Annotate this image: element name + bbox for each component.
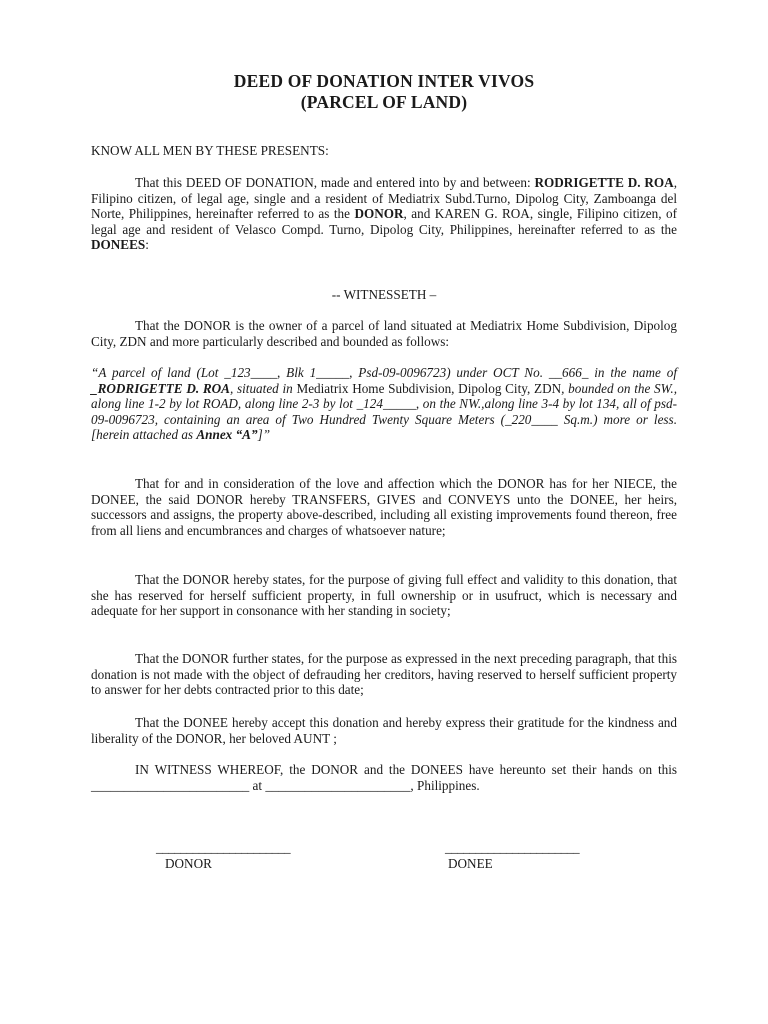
intro-text-4: : — [145, 237, 149, 253]
document-title: DEED OF DONATION INTER VIVOS — [233, 71, 535, 91]
donor-signature-label: DONOR — [165, 856, 212, 871]
witness-clause: IN WITNESS WHEREOF, the DONOR and the DONEES have hereunto set their hands on this ________________________ at ______________________, Philippines. — [91, 762, 677, 793]
description-text-4: ]” — [257, 427, 271, 443]
donor-term: DONOR — [354, 206, 404, 222]
description-text-3: , bounded on the SW., along line 1-2 by lot ROAD, along line 2-3 by lot _124_____, on the NW.,along line 3-4 by lot 134, all of psd- 09-0096723, containing an area of Two Hundred Twenty Square Meters (_220____ Sq.m.) more or less. [herein attached as — [91, 380, 677, 443]
donor-signature-line: ______________________ — [156, 840, 291, 855]
intro-text-3: , and KAREN G. ROA, single, Filipino citizen, of legal age and resident of Velasco Compd. Turno, Dipolog City, Philippines, hereinafter referred to as the — [91, 206, 677, 237]
document-subtitle: (PARCEL OF LAND) — [300, 92, 468, 112]
consideration-paragraph: That for and in consideration of the love and affection which the DONOR has for her NIECE, the DONEE, the said DONOR hereby TRANSFERS, GIVES and CONVEYS unto the DONEE, her heirs, successors and assigns, the property above-described, including all existing improvements found thereon, free from all liens and encumbrances and charges of whatsoever nature; — [91, 476, 677, 538]
donee-signature-label: DONEE — [448, 856, 493, 871]
salutation: KNOW ALL MEN BY THESE PRESENTS: — [91, 143, 329, 158]
property-location: Mediatrix Home Subdivision, Dipolog City, ZDN — [296, 380, 562, 396]
annex-label: Annex “A” — [196, 427, 258, 443]
intro-paragraph — [91, 175, 677, 253]
creditors-paragraph: That the DONOR further states, for the purpose as expressed in the next preceding paragraph, that this donation is not made with the object of defrauding her creditors, having reserved to herself sufficient property to answer for her debts contracted prior to this date; — [91, 651, 677, 698]
owner-name: _RODRIGETTE D. ROA — [91, 380, 230, 396]
acceptance-paragraph: That the DONEE hereby accept this donation and hereby express their gratitude for the kindness and liberality of the DONOR, her beloved AUNT ; — [91, 715, 677, 746]
donees-term: DONEES — [91, 237, 146, 253]
description-text-1: “A parcel of land (Lot _123____, Blk 1_____, Psd-09-0096723) under OCT No. __666_ in the name of — [91, 365, 677, 380]
description-text-2: , situated in — [229, 380, 297, 396]
property-description — [91, 365, 677, 443]
witnesseth-heading: -- WITNESSETH – — [331, 287, 437, 302]
ownership-paragraph: That the DONOR is the owner of a parcel of land situated at Mediatrix Home Subdivision, Dipolog City, ZDN and more particularly described and bounded as follows: — [91, 318, 677, 349]
donor-name: RODRIGETTE D. ROA — [534, 175, 674, 190]
intro-text-2: , Filipino citizen, of legal age, single and a resident of Mediatrix Subd.Turno, Dipolog City, Zamboanga del Norte, Philippines, hereinafter referred to as the — [91, 175, 678, 222]
donee-signature-line: ______________________ — [445, 840, 580, 855]
reserved-property-paragraph: That the DONOR hereby states, for the purpose of giving full effect and validity to this donation, that she has reserved for herself sufficient property, in full ownership or in usufruct, which is necessary and adequate for her support in consonance with her standing in society; — [91, 572, 677, 619]
intro-text-1: That this DEED OF DONATION, made and entered into by and between: — [135, 175, 535, 190]
